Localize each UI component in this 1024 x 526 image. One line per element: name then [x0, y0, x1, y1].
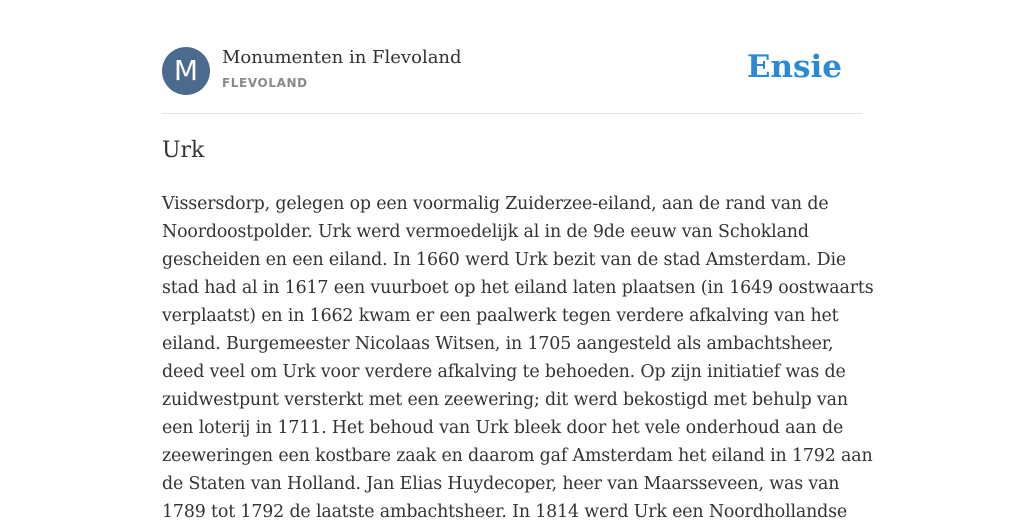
article-body-line: zeeweringen een kostbare zaak en daarom gaf Amsterdam het eiland in 1792 aan: [162, 446, 873, 466]
avatar[interactable]: M: [162, 47, 210, 95]
article-body-line: een loterij in 1711. Het behoud van Urk bleek door het vele onderhoud aan de: [162, 418, 844, 438]
site-category-label: FLEVOLAND: [222, 76, 308, 90]
site-title-link[interactable]: Monumenten in Flevoland: [222, 47, 462, 68]
article-body-line: 1789 tot 1792 de laatste ambachtsheer. In 1814 werd Urk een Noordhollandse: [162, 502, 848, 522]
ensie-logo-link[interactable]: Ensie: [746, 49, 842, 85]
article-body-line: de Staten van Holland. Jan Elias Huydecoper, heer van Maarsseveen, was van: [162, 474, 840, 494]
header-divider: [162, 113, 862, 114]
article-body-line: eiland. Burgemeester Nicolaas Witsen, in 1705 aangesteld als ambachtsheer,: [162, 334, 834, 354]
article-body-line: stad had al in 1617 een vuurboet op het eiland laten plaatsen (in 1649 oostwaarts: [162, 278, 874, 298]
article-body-line: zuidwestpunt versterkt met een zeewering; dit werd bekostigd met behulp van: [162, 390, 848, 410]
article-body-line: gescheiden en een eiland. In 1660 werd Urk bezit van de stad Amsterdam. Die: [162, 250, 847, 270]
article-body-line: verplaatst) en in 1662 kwam er een paalwerk tegen verdere afkalving van het: [162, 306, 839, 326]
article-body-line: Vissersdorp, gelegen op een voormalig Zuiderzee-eiland, aan de rand van de: [162, 194, 829, 214]
article-body-line: Noordoostpolder. Urk werd vermoedelijk al in de 9de eeuw van Schokland: [162, 222, 809, 242]
article-title: Urk: [162, 138, 205, 163]
article-body-line: deed veel om Urk voor verdere afkalving te behoeden. Op zijn initiatief was de: [162, 362, 846, 382]
article-body: [162, 190, 874, 526]
site-header: [162, 46, 862, 96]
